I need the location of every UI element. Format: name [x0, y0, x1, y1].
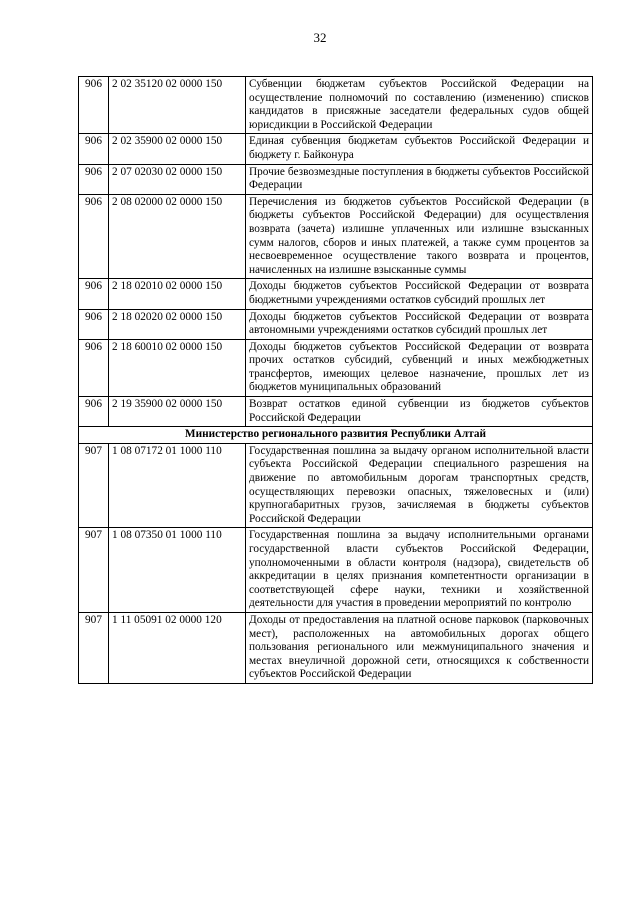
- table-row: [79, 397, 593, 427]
- section-header-row: [79, 427, 593, 444]
- table-row: [79, 134, 593, 164]
- table-row: [79, 164, 593, 194]
- budget-code-cell: 2 18 02020 02 0000 150: [109, 309, 246, 339]
- admin-code-cell: 906: [79, 77, 109, 134]
- admin-code-cell: 906: [79, 339, 109, 396]
- admin-code-cell: 906: [79, 164, 109, 194]
- income-name-cell: Доходы бюджетов субъектов Российской Федерации от возврата прочих остатков субсидий, субвенций и иных межбюджетных трансфертов, имеющих целевое назначение, прошлых лет из бюджетов муниципальных образований: [246, 339, 593, 396]
- admin-code-cell: 906: [79, 134, 109, 164]
- income-name-cell: Единая субвенция бюджетам субъектов Российской Федерации и бюджету г. Байконура: [246, 134, 593, 164]
- admin-code-cell: 906: [79, 309, 109, 339]
- section-title: Министерство регионального развития Республики Алтай: [79, 427, 593, 444]
- budget-code-cell: 2 02 35120 02 0000 150: [109, 77, 246, 134]
- table-row: [79, 279, 593, 309]
- income-name-cell: Прочие безвозмездные поступления в бюджеты субъектов Российской Федерации: [246, 164, 593, 194]
- page-number: 32: [313, 30, 327, 45]
- income-name-cell: Государственная пошлина за выдачу исполнительными органами государственной власти субъектов Российской Федерации, уполномоченными в области контроля (надзора), свидетельств об аккредитации в целях признания компетентности организации в соответствующей сфере науки, техники и хозяйственной деятельности для участия в проведении мероприятий по контролю: [246, 528, 593, 613]
- table-row: [79, 77, 593, 134]
- admin-code-cell: 906: [79, 279, 109, 309]
- budget-code-cell: 2 18 60010 02 0000 150: [109, 339, 246, 396]
- budget-code-cell: 2 18 02010 02 0000 150: [109, 279, 246, 309]
- budget-codes-table: [78, 76, 593, 684]
- table-row: [79, 339, 593, 396]
- budget-code-cell: 1 08 07350 01 1000 110: [109, 528, 246, 613]
- income-name-cell: Доходы бюджетов субъектов Российской Федерации от возврата автономными учреждениями остатков субсидий прошлых лет: [246, 309, 593, 339]
- income-name-cell: Доходы бюджетов субъектов Российской Федерации от возврата бюджетными учреждениями остатков субсидий прошлых лет: [246, 279, 593, 309]
- income-name-cell: Перечисления из бюджетов субъектов Российской Федерации (в бюджеты субъектов Российской Федерации) для осуществления возврата (зачета) излишне уплаченных или излишне взысканных сумм налогов, сборов и иных платежей, а также сумм процентов за несвоевременное осуществление такого возврата и процентов, начисленных на излишне взысканные суммы: [246, 194, 593, 279]
- admin-code-cell: 907: [79, 528, 109, 613]
- budget-code-cell: 1 08 07172 01 1000 110: [109, 443, 246, 528]
- budget-code-cell: 2 19 35900 02 0000 150: [109, 397, 246, 427]
- budget-code-cell: 2 02 35900 02 0000 150: [109, 134, 246, 164]
- table-row: [79, 443, 593, 528]
- table-row: [79, 309, 593, 339]
- admin-code-cell: 907: [79, 612, 109, 683]
- admin-code-cell: 907: [79, 443, 109, 528]
- income-name-cell: Государственная пошлина за выдачу органом исполнительной власти субъекта Российской Федерации специального разрешения на движение по автомобильным дорогам транспортных средств, осуществляющих перевозки опасных, тяжеловесных и (или) крупногабаритных грузов, зачисляемая в бюджеты субъектов Российской Федерации: [246, 443, 593, 528]
- budget-code-cell: 2 08 02000 02 0000 150: [109, 194, 246, 279]
- table-row: [79, 194, 593, 279]
- budget-code-cell: 1 11 05091 02 0000 120: [109, 612, 246, 683]
- income-name-cell: Доходы от предоставления на платной основе парковок (парковочных мест), расположенных на автомобильных дорогах общего пользования регионального или межмуниципального значения и местах внеуличной дорожной сети, относящихся к собственности субъектов Российской Федерации: [246, 612, 593, 683]
- admin-code-cell: 906: [79, 194, 109, 279]
- income-name-cell: Субвенции бюджетам субъектов Российской Федерации на осуществление полномочий по составлению (изменению) списков кандидатов в присяжные заседатели федеральных судов общей юрисдикции в Российской Федерации: [246, 77, 593, 134]
- table-row: [79, 528, 593, 613]
- budget-code-cell: 2 07 02030 02 0000 150: [109, 164, 246, 194]
- admin-code-cell: 906: [79, 397, 109, 427]
- income-name-cell: Возврат остатков единой субвенции из бюджетов субъектов Российской Федерации: [246, 397, 593, 427]
- table-row: [79, 612, 593, 683]
